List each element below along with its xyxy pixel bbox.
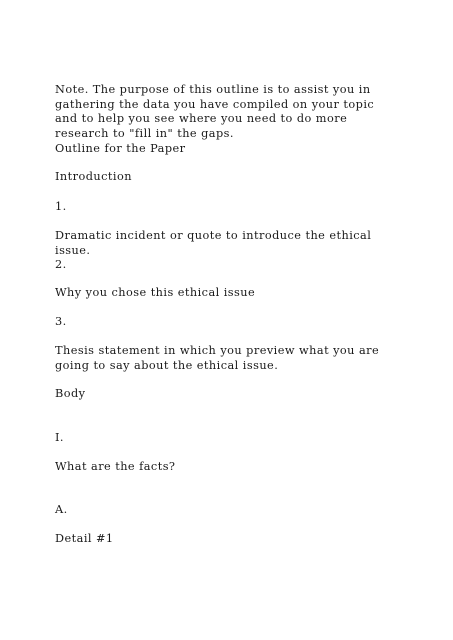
intro-item-text: Why you chose this ethical issue — [55, 286, 256, 299]
body-section-numeral: I. — [55, 431, 64, 444]
intro-item-number: 3. — [55, 315, 67, 328]
body-subsection-detail: Detail #1 — [55, 532, 114, 545]
intro-item-text: Dramatic incident or quote to introduce the ethical issue. — [55, 229, 372, 257]
body-subsection-letter: A. — [55, 503, 68, 516]
outline-title: Outline for the Paper — [55, 142, 186, 155]
body-heading: Body — [55, 387, 86, 400]
outline-note: Note. The purpose of this outline is to assist you in gathering the data you have compiled on your topic and to help you see where you need to do more research to "fill in" the gaps. — [55, 83, 375, 141]
intro-item-text: Thesis statement in which you preview what you are going to say about the ethical issue. — [55, 344, 380, 372]
introduction-heading: Introduction — [55, 170, 132, 183]
body-section-question: What are the facts? — [55, 460, 176, 473]
intro-item-number: 2. — [55, 258, 67, 271]
intro-item-number: 1. — [55, 200, 67, 213]
